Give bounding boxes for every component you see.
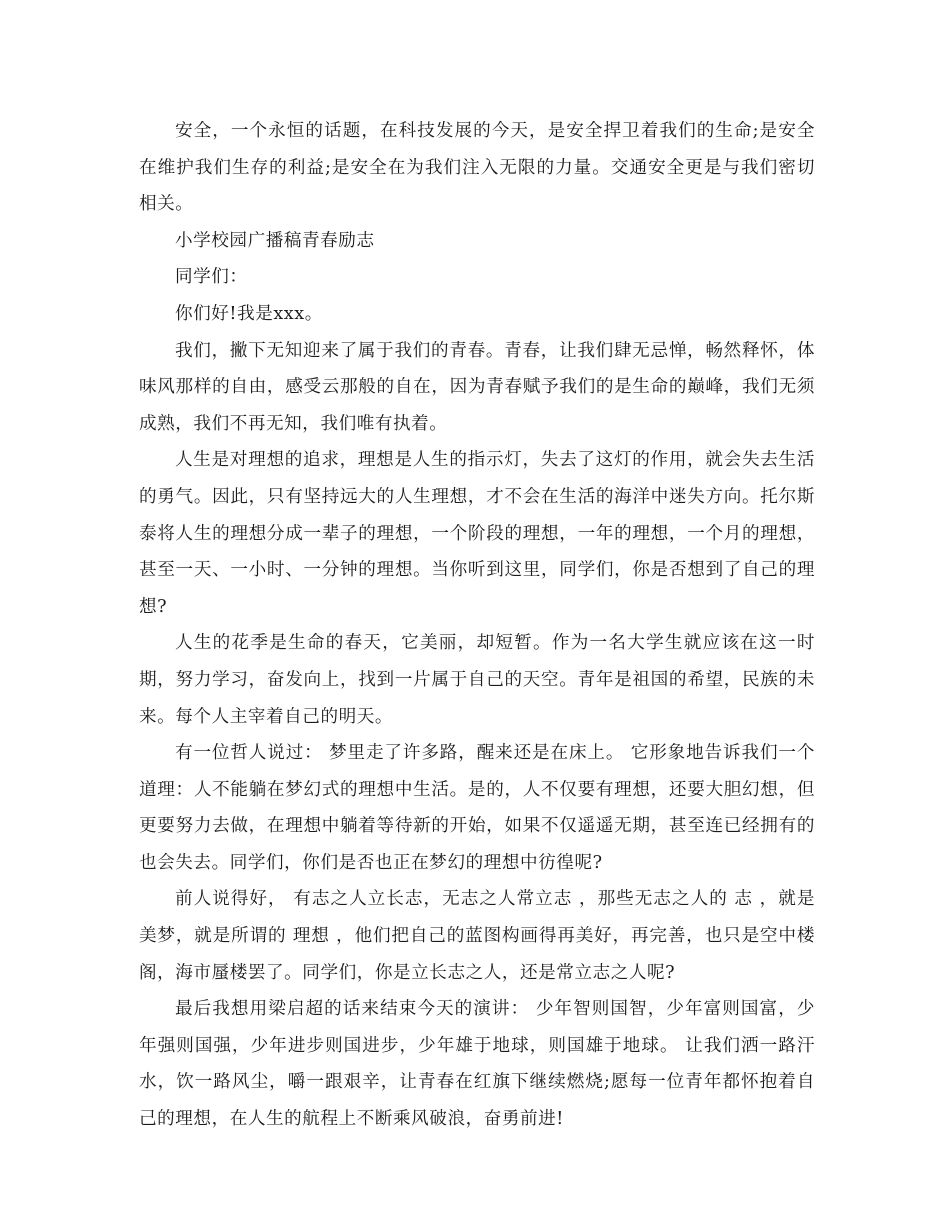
- paragraph-ideals: 人生是对理想的追求，理想是人生的指示灯，失去了这灯的作用，就会失去生活的勇气。因此，只有坚持远大的人生理想，才不会在生活的海洋中迷失方向。托尔斯泰将人生的理想分成一辈子的理想，一个阶段的理想，一年的理想，一个月的理想，甚至一天、一小时、一分钟的理想。当你听到这里，同学们，你是否想到了自己的理想?: [139, 450, 815, 617]
- paragraph-conclusion: 最后我想用梁启超的话来结束今天的演讲： 少年智则国智，少年富则国富，少年强则国强，少年进步则国进步，少年雄于地球，则国雄于地球。 让我们洒一路汗水，饮一路风尘，嚼一跟艰辛，让青春在红旗下继续燃烧;愿每一位青年都怀抱着自己的理想，在人生的航程上不断乘风破浪，奋勇前进!: [139, 999, 815, 1130]
- paragraph-youth: 我们，撇下无知迎来了属于我们的青春。青春，让我们肆无忌惮，畅然释怀，体味风那样的自由，感受云那般的自在，因为青春赋予我们的是生命的巅峰，我们无须成熟，我们不再无知，我们唯有执着。: [139, 340, 815, 434]
- paragraph-title: 小学校园广播稿青春励志: [175, 230, 375, 251]
- paragraph-ambition: 前人说得好， 有志之人立长志，无志之人常立志 ，那些无志之人的 志 ，就是美梦，就是所谓的 理想 ，他们把自己的蓝图构画得再美好，再完善，也只是空中楼阁，海市蜃楼罢了。同学们，你是立长志之人，还是常立志之人呢?: [139, 889, 815, 983]
- paragraph-philosopher: 有一位哲人说过： 梦里走了许多路，醒来还是在床上。 它形象地告诉我们一个道理：人不能躺在梦幻式的理想中生活。是的，人不仅要有理想，还要大胆幻想，但更要努力去做，在理想中躺着等待新的开始，如果不仅遥遥无期，甚至连已经拥有的也会失去。同学们，你们是否也正在梦幻的理想中彷徨呢?: [139, 743, 815, 873]
- paragraph-greeting: 你们好!我是xxx。: [175, 303, 323, 324]
- paragraph-safety-intro: 安全，一个永恒的话题，在科技发展的今天，是安全捍卫着我们的生命;是安全在维护我们生存的利益;是安全在为我们注入无限的力量。交通安全更是与我们密切相关。: [139, 121, 815, 215]
- document-body: [139, 113, 815, 1138]
- paragraph-salutation: 同学们：: [175, 267, 248, 288]
- paragraph-flower-season: 人生的花季是生命的春天，它美丽，却短暂。作为一名大学生就应该在这一时期，努力学习，奋发向上，找到一片属于自己的天空。青年是祖国的希望，民族的未来。每个人主宰着自己的明天。: [139, 633, 815, 727]
